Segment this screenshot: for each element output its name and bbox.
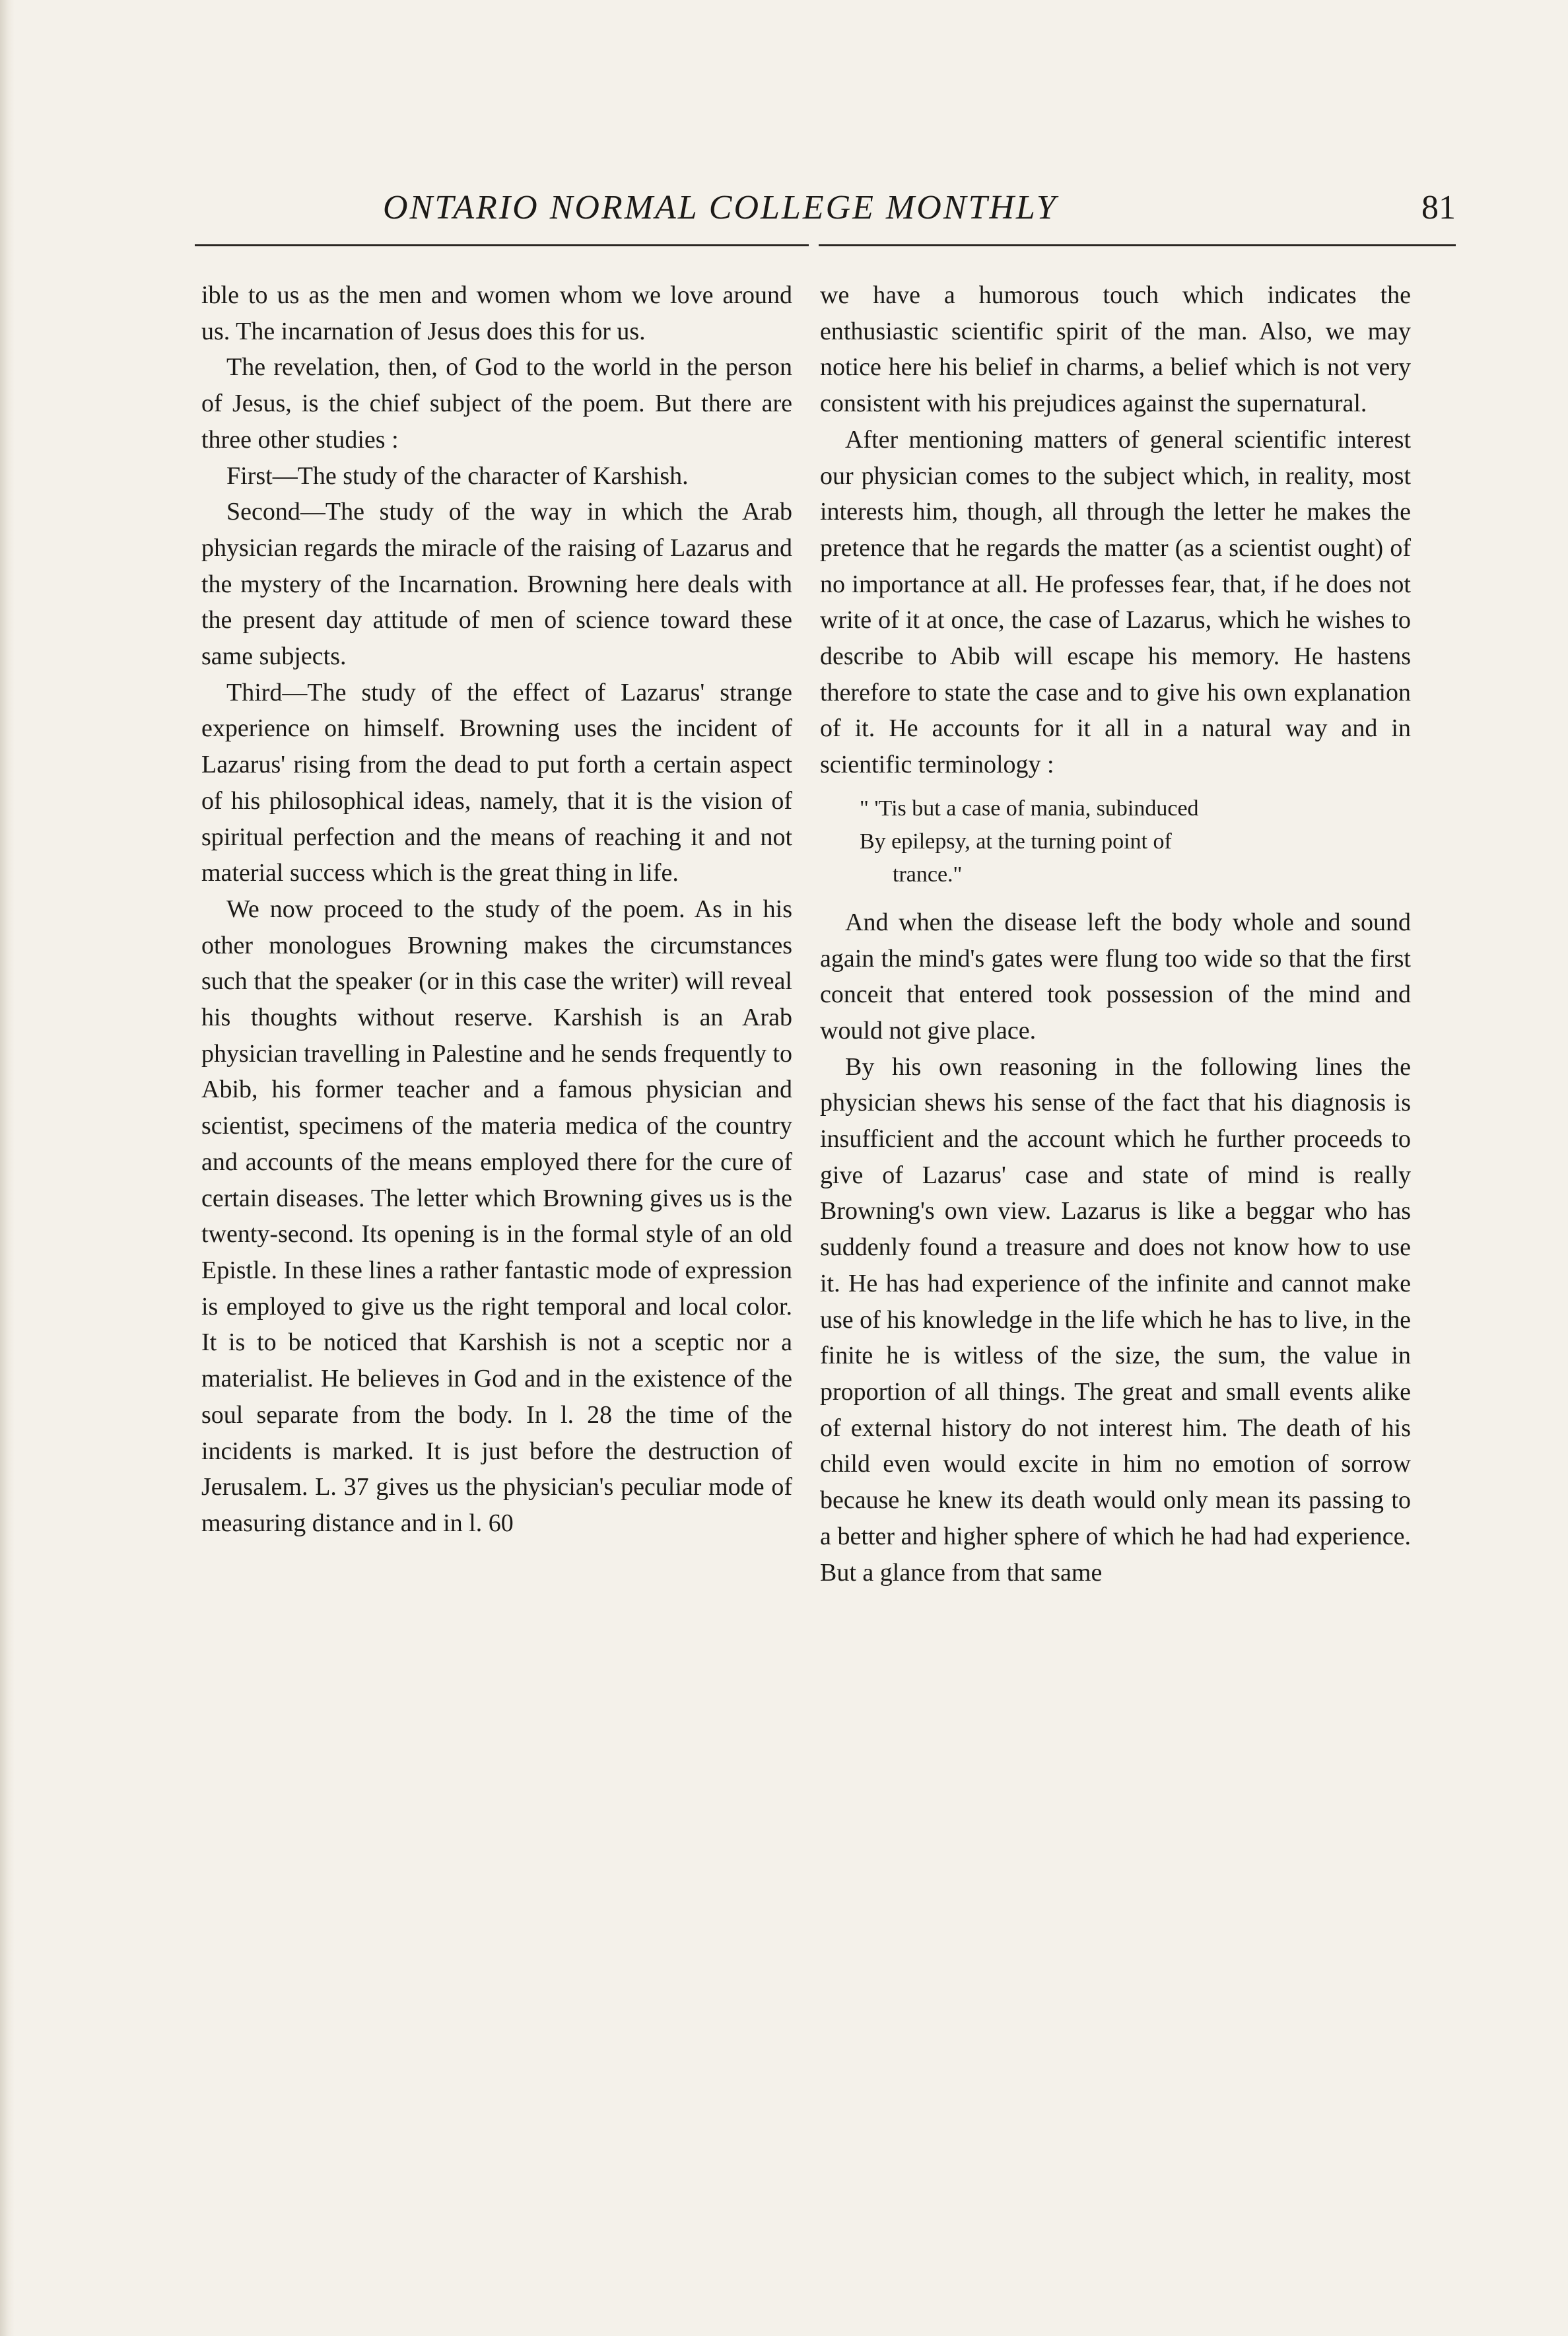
- quote-line: " 'Tis but a case of mania, subinduced: [860, 796, 1199, 821]
- right-column: [820, 277, 1411, 1591]
- quote-line: trance.": [893, 862, 963, 887]
- paragraph: ible to us as the men and women whom we love around us. The incarnation of Jesus does this for us.: [201, 281, 792, 345]
- header-rule-left: [195, 244, 809, 246]
- header-rule-right: [819, 244, 1456, 246]
- paragraph: Second—The study of the way in which the Arab physician regards the miracle of the raising of Lazarus and the mystery of the Incarnation. Browning here deals with the present day attitude of men of science toward these same subjects.: [201, 498, 792, 671]
- scan-edge: [0, 0, 15, 2336]
- paragraph: We now proceed to the study of the poem. As in his other monologues Browning makes the circumstances such that the speaker (or in this case the writer) will reveal his thoughts without reserve. Karshish is an Arab physician travelling in Palestine and he sends frequently to Abib, his former teacher and a famous physician and scientist, specimens of the materia medica of the country and accounts of the means employed there for the cure of certain diseases. The letter which Browning gives us is the twenty-second. Its opening is in the formal style of an old Epistle. In these lines a rather fantastic mode of expression is employed to give us the right temporal and local color. It is to be noticed that Karshish is not a sceptic nor a materialist. He believes in God and in the existence of the soul separate from the body. In l. 28 the time of the incidents is marked. It is just before the destruction of Jerusalem. L. 37 gives us the physician's peculiar mode of measuring distance and in l. 60: [201, 895, 792, 1537]
- paragraph: And when the disease left the body whole and sound again the mind's gates were flung too wide so that the first conceit that entered took possession of the mind and would not give place.: [820, 908, 1411, 1045]
- paragraph: we have a humorous touch which indicates the enthusiastic scientific spirit of the man. Also, we may notice here his belief in charms, a belief which is not very consistent with his prejudices against the supernatural.: [820, 281, 1411, 418]
- page-number: 81: [1421, 189, 1456, 226]
- left-column: [201, 277, 792, 1542]
- running-title: ONTARIO NORMAL COLLEGE MONTHLY: [383, 189, 1058, 226]
- paragraph: After mentioning matters of general scientific interest our physician comes to the subject which, in reality, most interests him, though, all through the letter he makes the pretence that he regards the matter (as a scientist ought) of no importance at all. He professes fear, that, if he does not write of it at once, the case of Lazarus, which he wishes to describe to Abib will escape his memory. He hastens therefore to state the case and to give his own explanation of it. He accounts for it all in a natural way and in scientific terminology :: [820, 425, 1411, 779]
- paragraph: First—The study of the character of Karshish.: [226, 462, 689, 490]
- paragraph: Third—The study of the effect of Lazarus' strange experience on himself. Browning uses the incident of Lazarus' rising from the dead to put forth a certain aspect of his philosophical ideas, namely, that it is the vision of spiritual perfection and the means of reaching it and not material success which is the great thing in life.: [201, 678, 792, 887]
- paragraph: The revelation, then, of God to the world in the person of Jesus, is the chief subject of the poem. But there are three other studies :: [201, 353, 792, 454]
- paragraph: By his own reasoning in the following lines the physician shews his sense of the fact that his diagnosis is insufficient and the account which he further proceeds to give of Lazarus' case and state of mind is really Browning's own view. Lazarus is like a beggar who has suddenly found a treasure and does not know how to use it. He has had experience of the infinite and cannot make use of his knowledge in the life which he has to live, in the finite he is witless of the size, the sum, the value in proportion of all things. The great and small events alike of external history do not interest him. The death of his child even would excite in him no emotion of sorrow because he knew its death would only mean its passing to a better and higher sphere of which he had had experience. But a glance from that same: [820, 1052, 1411, 1587]
- page-header: [191, 188, 1456, 241]
- quote-line: By epilepsy, at the turning point of: [860, 829, 1172, 854]
- poem-quote: [820, 792, 1411, 891]
